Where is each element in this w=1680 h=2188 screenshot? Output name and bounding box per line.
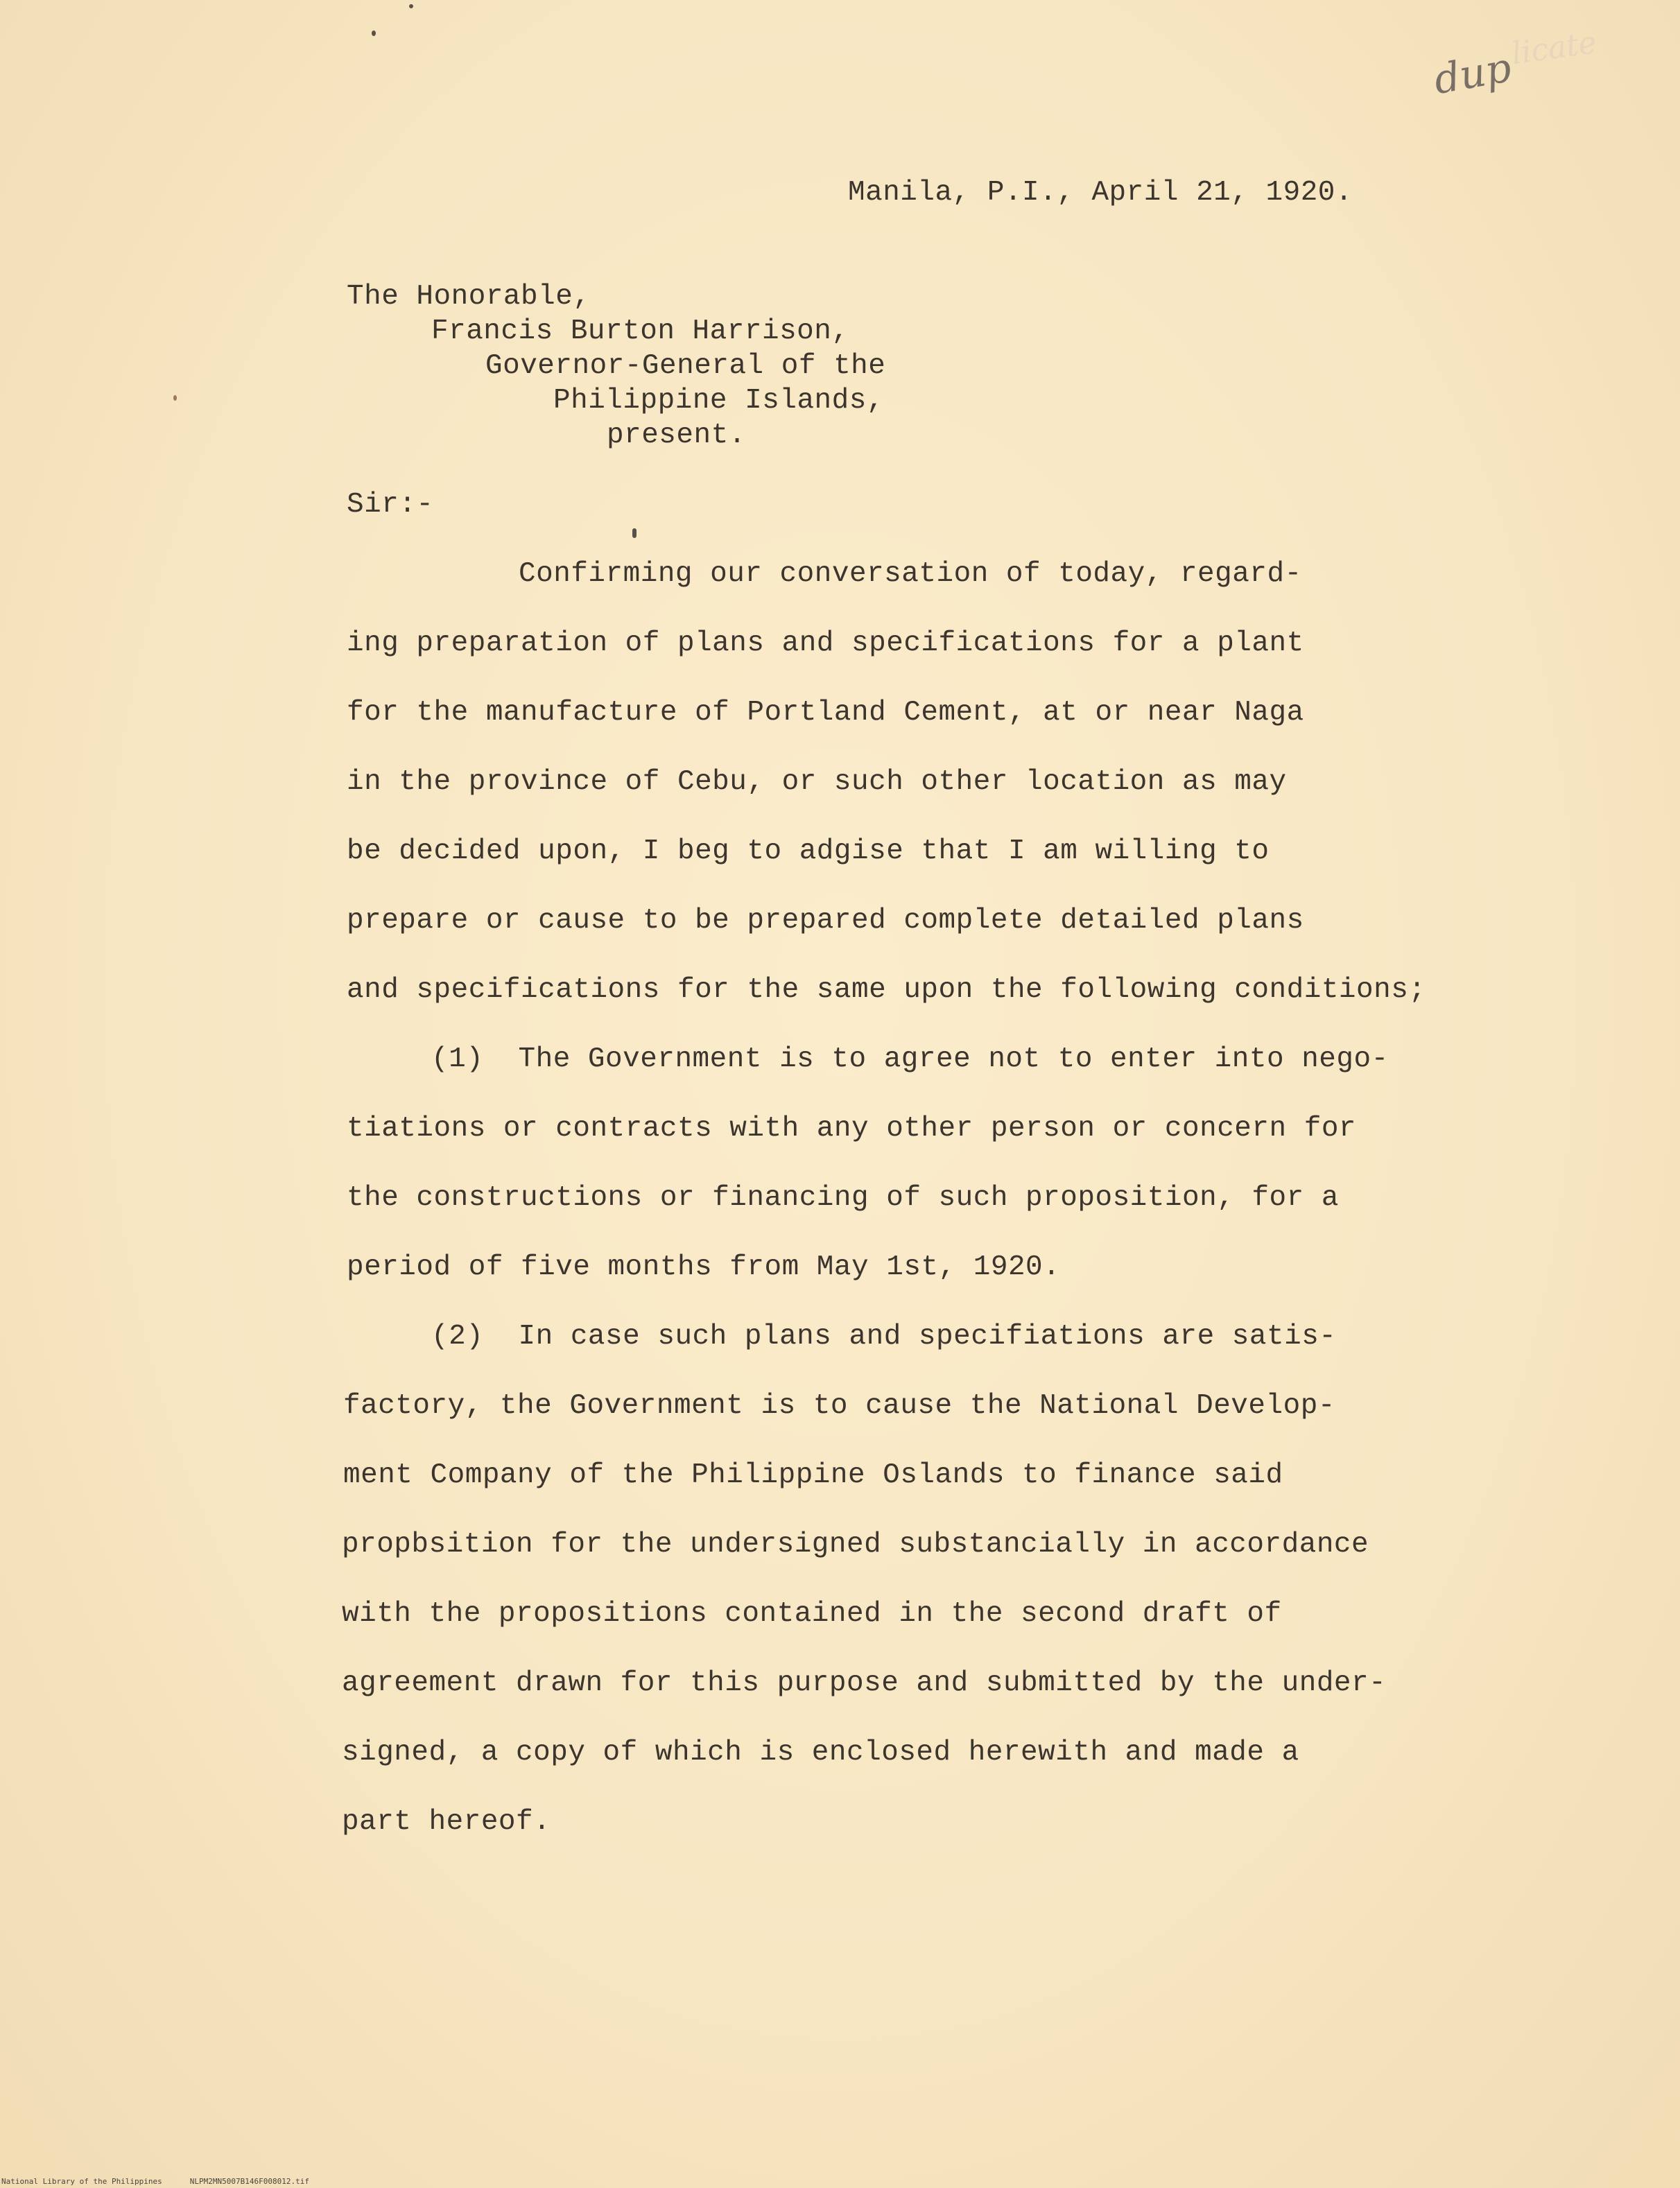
scan-footer <box>1 2177 337 2186</box>
body-line: be decided upon, I beg to adgise that I am willing to <box>347 835 1270 867</box>
date-line: Manila, P.I., April 21, 1920. <box>848 177 1353 209</box>
condition-2-line: with the propositions contained in the second draft of <box>342 1598 1282 1630</box>
footer-institution: National Library of the Philippines <box>1 2177 162 2186</box>
condition-1-line: the constructions or financing of such proposition, for a <box>347 1182 1339 1214</box>
body-line: and specifications for the same upon the following conditions; <box>347 974 1426 1006</box>
address-line-3: Governor-General of the <box>485 350 886 382</box>
condition-1-line: tiations or contracts with any other person or concern for <box>347 1113 1357 1145</box>
address-line-4: Philippine Islands, <box>553 385 884 417</box>
condition-2-line: ment Company of the Philippine Oslands to finance said <box>343 1459 1283 1491</box>
body-line: ing preparation of plans and specifications for a plant <box>347 627 1304 659</box>
ink-speck <box>372 31 376 36</box>
condition-2-line: agreement drawn for this purpose and submitted by the under- <box>342 1667 1387 1699</box>
body-line: in the province of Cebu, or such other location as may <box>347 766 1287 798</box>
footer-file-id: NLPM2MN5007B146F008012.tif <box>189 2177 309 2186</box>
body-line: for the manufacture of Portland Cement, at or near Naga <box>347 697 1304 729</box>
condition-2-line: part hereof. <box>342 1806 551 1838</box>
condition-2-line: factory, the Government is to cause the National Develop- <box>343 1390 1335 1422</box>
ink-speck <box>632 528 637 538</box>
address-line-2: Francis Burton Harrison, <box>431 315 849 347</box>
condition-2-line: propbsition for the undersigned substancially in accordance <box>342 1529 1369 1561</box>
address-line-5: present. <box>607 419 746 451</box>
handwritten-faint-annotation: licate <box>1509 24 1599 72</box>
handwritten-annotation: dup <box>1430 43 1515 104</box>
body-line: prepare or cause to be prepared complete detailed plans <box>347 905 1304 937</box>
condition-2-line: signed, a copy of which is enclosed herewith and made a <box>342 1737 1299 1769</box>
ink-speck <box>409 4 413 8</box>
condition-1-line: (1) The Government is to agree not to enter into nego- <box>431 1043 1389 1075</box>
ink-speck <box>173 395 177 401</box>
condition-1-line: period of five months from May 1st, 1920. <box>347 1251 1061 1283</box>
condition-2-line: (2) In case such plans and specifiations are satis- <box>431 1321 1337 1353</box>
salutation: Sir:- <box>347 489 434 521</box>
body-line: Confirming our conversation of today, regard- <box>519 558 1302 590</box>
address-line-1: The Honorable, <box>347 281 591 313</box>
